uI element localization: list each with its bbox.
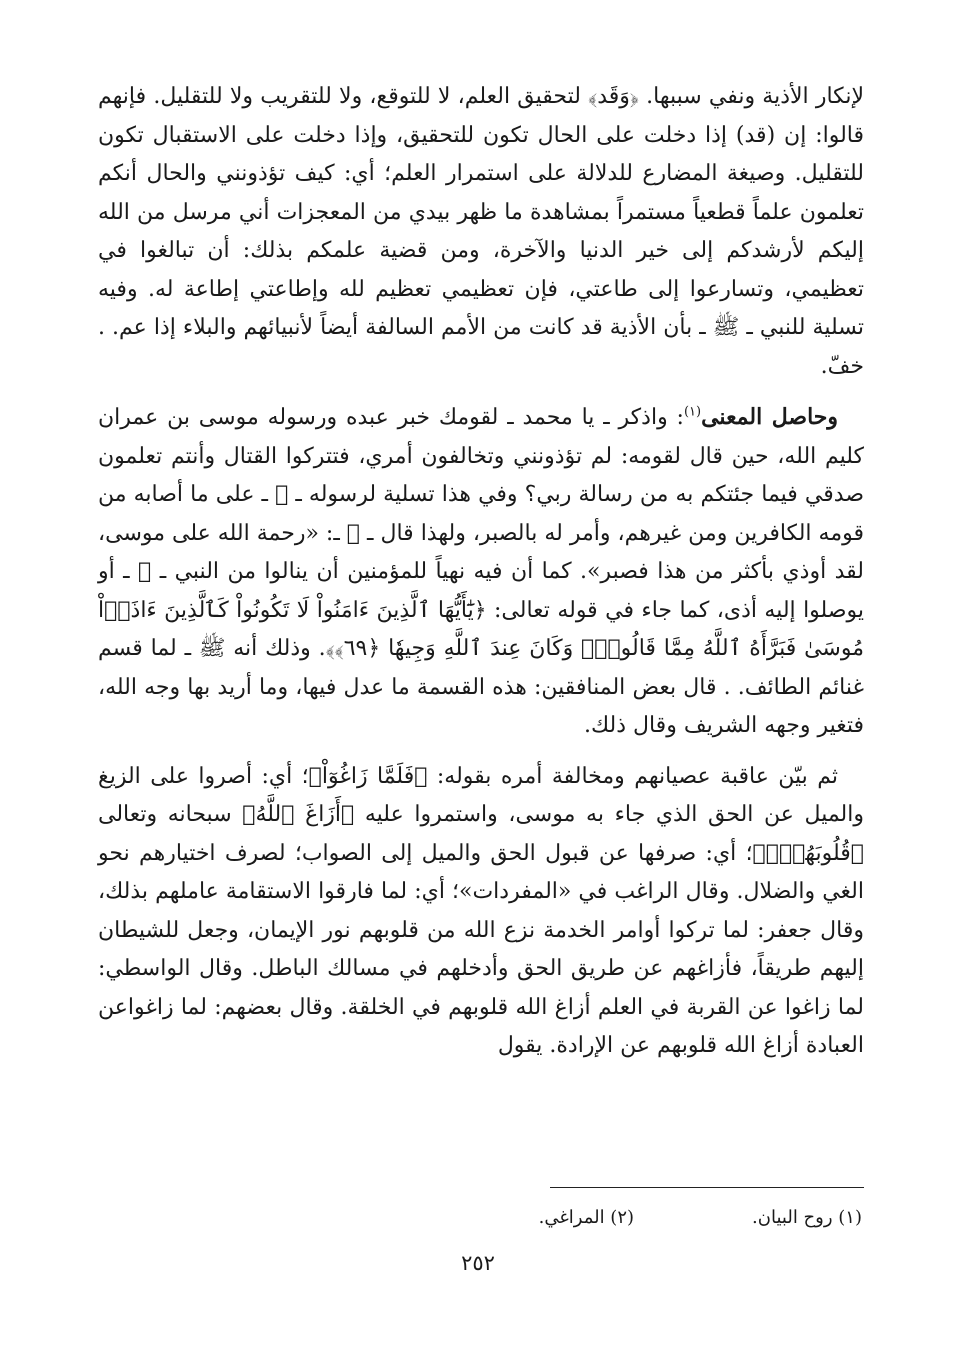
footnote-2: (٢) المراغي. <box>538 1207 635 1228</box>
paragraph-2-text: : واذكر ـ يا محمد ـ لقومك خبر عبده ورسوله موسى بن عمران كليم الله، حين قال لقومه: لم تؤذونني وتخالفون أمري، فتتركوا القتال وأنتم تعلمون صدقي فيما جئتكم به من رسالة ربي؟ وفي هذا تسلية لرسوله ـ ﷺ ـ على ما أصابه من قومه الكافرين ومن غيرهم، وأمر له بالصبر، ولهذا قال ـ ﷺ ـ: «رحمة الله على موسى، لقد أوذي بأكثر من هذا فصبر». كما أن فيه نهياً للمؤمنين أن ينالوا من النبي ـ ﷺ ـ أو يوصلوا إليه أذى، كما جاء في قوله تعالى: ﴿يَٰٓأَيُّهَا ٱلَّذِينَ ءَامَنُواْ لَا تَكُونُواْ كَٱلَّذِينَ ءَاذَوۡاْ مُوسَىٰ فَبَرَّأَهُ ٱللَّهُ مِمَّا قَالُواْۚ وَكَانَ عِندَ ٱللَّهِ وَجِيهٗا ﴿٦٩﴾﴾. وذلك أنه ﷺ ـ لما قسم غنائم الطائف. . قال بعض المنافقين: هذه القسمة ما عدل فيها، وما أريد بها وجه الله، فتغير وجهه الشريف وقال ذلك. <box>98 405 864 738</box>
footnote-divider <box>550 1187 864 1188</box>
paragraph-2-heading: وحاصل المعنى <box>701 404 838 430</box>
page-body <box>98 78 864 1066</box>
paragraph-1-text: لإنكار الأذية ونفي سببها. ﴿وَقَد﴾ لتحقيق العلم، لا للتوقع، ولا للتقريب ولا للتقليل. فإنهم قالوا: إن (قد) إذا دخلت على الحال تكون للتحقيق، وإذا دخلت على الاستقبال تكون للتقليل. وصيغة المضارع للدلالة على استمرار العلم؛ أي: كيف تؤذونني والحال أنكم تعلمون علماً قطعياً مستمراً بمشاهدة ما ظهر بيدي من المعجزات أني مرسل من الله إليكم لأرشدكم إلى خير الدنيا والآخرة، ومن قضية علمكم بذلك: أن تبالغوا في تعظيمي، وتسارعوا إلى طاعتي، فإن تعظيمي تعظيم لله وإطاعتي إطاعة له. وفيه تسلية للنبي ـ ﷺ ـ بأن الأذية قد كانت من الأمم السالفة أيضاً لأنبيائهم والبلاء إذا عم. . خفّ. <box>98 84 865 379</box>
paragraph-3 <box>98 758 864 1066</box>
paragraph-3-text: ثم بيّن عاقبة عصيانهم ومخالفة أمره بقوله: ﴿فَلَمَّا زَاغُوٓاْ﴾؛ أي: أصروا على الزيغ والميل عن الحق الذي جاء به موسى، واستمروا عليه ﴿أَزَاغَ ٱللَّهُ﴾ سبحانه وتعالى ﴿قُلُوبَهُمۡۚ﴾؛ أي: صرفها عن قبول الحق والميل إلى الصواب؛ لصرف اختيارهم نحو الغي والضلال. وقال الراغب في «المفردات»؛ أي: لما فارقوا الاستقامة عاملهم بذلك، وقال جعفر: لما تركوا أوامر الخدمة نزع الله من قلوبهم نور الإيمان، وجعل للشيطان إليهم طريقاً، فأزاغهم عن طريق الحق وأدخلهم في مسالك الباطل. وقال الواسطي: لما زاغوا عن القربة في العلم أزاغ الله قلوبهم في الخلقة. وقال بعضهم: لما زاغواعن العبادة أزاغ الله قلوبهم عن الإرادة. يقول <box>98 763 864 1058</box>
footnote-reference-1: (١) <box>683 404 702 420</box>
paragraph-1 <box>98 78 864 386</box>
footnotes <box>539 1203 862 1233</box>
footnote-1: (١) روح البيان. <box>752 1207 862 1228</box>
page-number: ٢٥٢ <box>461 1251 495 1275</box>
paragraph-2 <box>98 398 864 746</box>
